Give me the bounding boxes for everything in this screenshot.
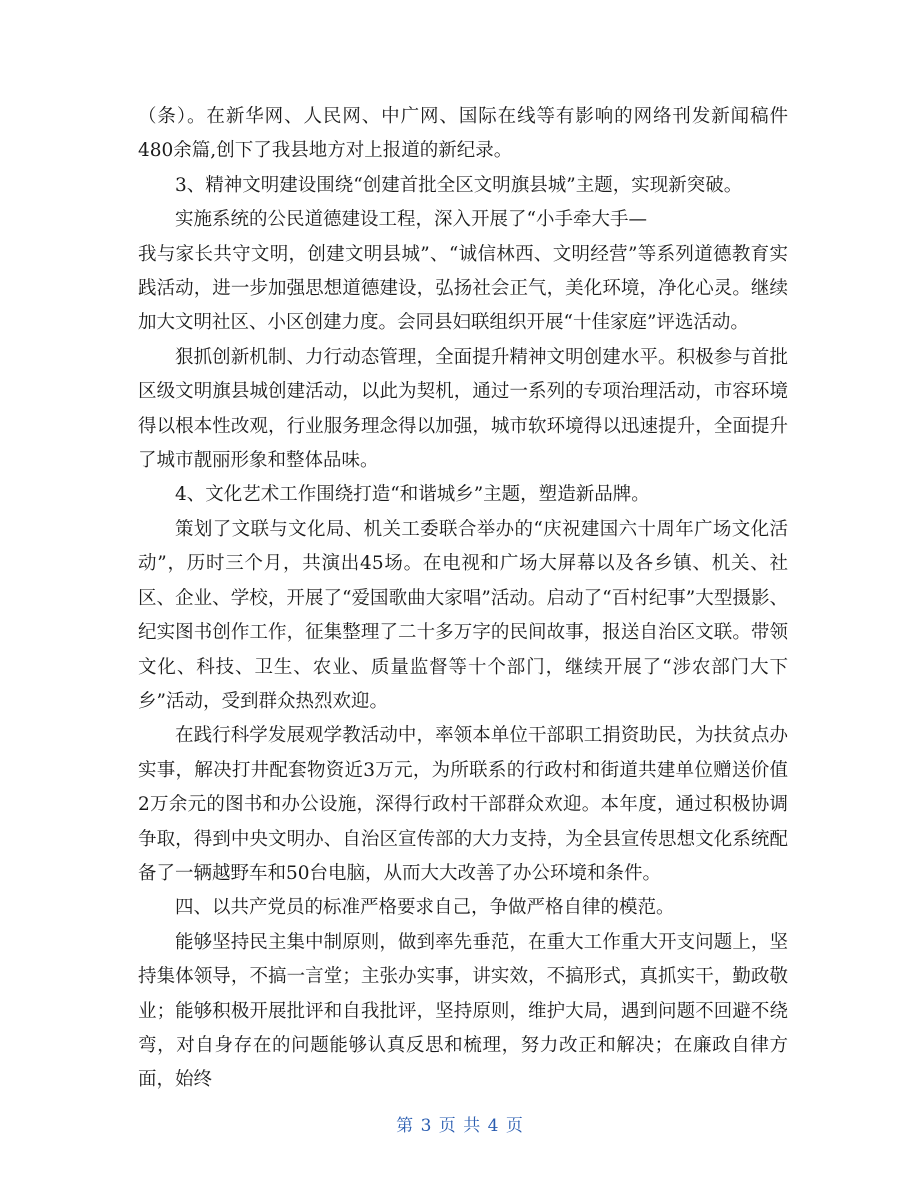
paragraph: 能够坚持民主集中制原则，做到率先垂范，在重大工作重大开支问题上，坚持集体领导，不搞一言堂；主张办实事，讲实效，不搞形式，真抓实干，勤政敬业；能够积极开展批评和自我批评，坚持原则，维护大局，遇到问题不回避不绕弯，对自身存在的问题能够认真反思和梳理，努力改正和解决；在廉政自律方面，始终 xyxy=(138,931,788,1091)
paragraph-continuation: （条）。在新华网、人民网、中广网、国际在线等有影响的网络刊发新闻稿件480余篇,创下了我县地方对上报道的新纪录。 xyxy=(138,106,788,162)
section-heading-3: 3、精神文明建设围绕“创建首批全区文明旗县城”主题，实现新突破。 xyxy=(175,174,743,196)
paragraph-continuation: 我与家长共守文明，创建文明县城”、“诚信林西、文明经营”等系列道德教育实践活动，进一步加强思想道德建设，弘扬社会正气，美化环境，净化心灵。继续加大文明社区、小区创建力度。会同县妇联组织开展“十佳家庭”评选活动。 xyxy=(138,243,788,334)
section-heading-four: 四、以共产党员的标准严格要求自己，争做严格自律的模范。 xyxy=(175,897,675,919)
section-heading-4: 4、文化艺术工作围绕打造“和谐城乡”主题，塑造新品牌。 xyxy=(175,484,650,506)
paragraph: 在践行科学发展观学教活动中，率领本单位干部职工捐资助民，为扶贫点办实事，解决打井配套物资近3万元，为所联系的行政村和街道共建单位赠送价值2万余元的图书和办公设施，深得行政村干部群众欢迎。本年度，通过积极协调争取，得到中央文明办、自治区宣传部的大力支持，为全县宣传思想文化系统配备了一辆越野车和50台电脑，从而大大改善了办公环境和条件。 xyxy=(138,725,788,884)
paragraph: 狠抓创新机制、力行动态管理，全面提升精神文明创建水平。积极参与首批区级文明旗县城创建活动，以此为契机，通过一系列的专项治理活动，市容环境得以根本性改观，行业服务理念得以加强，城市软环境得以迅速提升，全面提升了城市靓丽形象和整体品味。 xyxy=(138,346,788,472)
paragraph: 实施系统的公民道德建设工程，深入开展了“小手牵大手— xyxy=(175,209,647,231)
page-indicator: 第 3 页 共 4 页 xyxy=(396,1116,524,1136)
document-body xyxy=(138,100,788,1098)
paragraph: 策划了文联与文化局、机关工委联合举办的“庆祝建国六十周年广场文化活动”，历时三个月，共演出45场。在电视和广场大屏幕以及各乡镇、机关、社区、企业、学校，开展了“爱国歌曲大家唱”活动。启动了“百村纪事”大型摄影、纪实图书创作工作，征集整理了二十多万字的民间故事，报送自治区文联。带领文化、科技、卫生、农业、质量监督等十个部门，继续开展了“涉农部门大下乡”活动，受到群众热烈欢迎。 xyxy=(138,518,788,712)
